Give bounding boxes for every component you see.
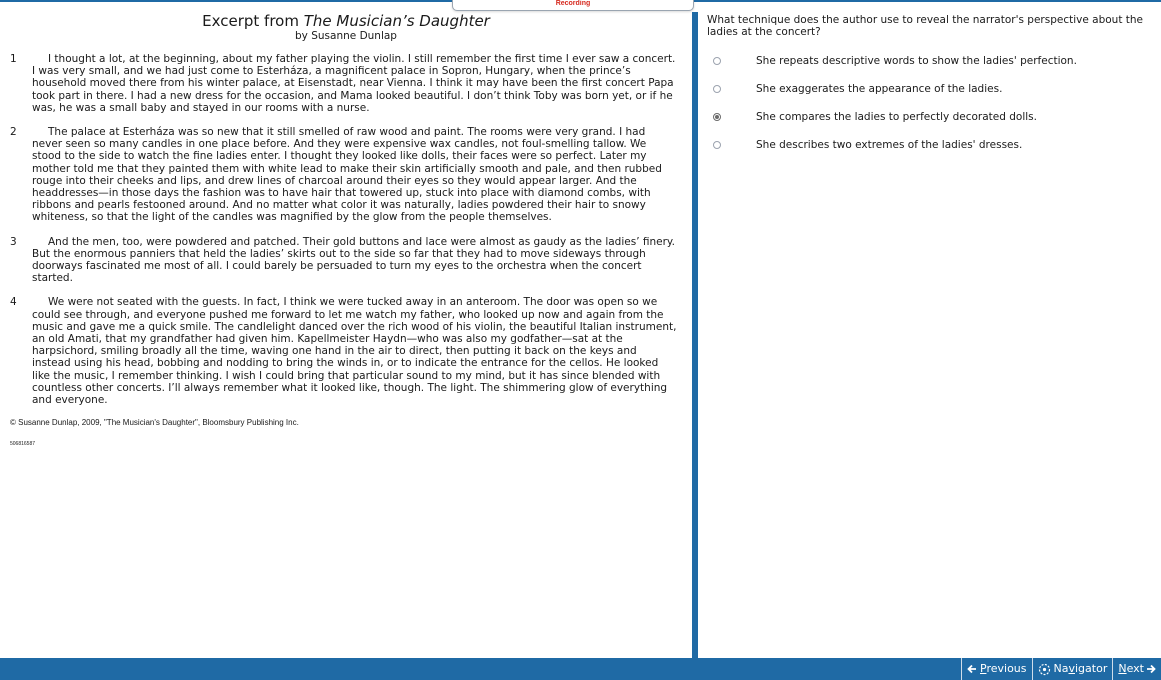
passage-title (10, 12, 682, 30)
label-part: ext (1126, 662, 1144, 675)
item-id: 506816587 (10, 441, 36, 448)
passage-panel (0, 12, 692, 656)
paragraph-number: 4 (10, 296, 17, 309)
option-label[interactable]: She compares the ladies to perfectly decorated dolls. (756, 111, 1037, 124)
paragraph-number: 3 (10, 235, 17, 248)
recording-label: Recording (555, 0, 591, 7)
navigator-label (1054, 658, 1108, 680)
previous-label (980, 658, 1027, 680)
passage-byline: by Susanne Dunlap (295, 30, 397, 42)
paragraph-text: I thought a lot, at the beginning, about my father playing the violin. I still remember the first time I ever saw a concert. I was very small, and we had just come to Esterháza, a magnificent palace in Sopron, Hungary, when the prince’s household moved there from his winter palace, at Eisenstadt, near Vienna. I think it may have been the first concert Papa took part in there. I had a new dress for the occasion, and Mama looked beautiful. I don’t think Toby was born yet, or if he was, he was a small baby and stayed in our rooms with a nurse. (32, 53, 676, 114)
radio-button[interactable] (713, 141, 721, 149)
navigator-button[interactable] (1032, 658, 1113, 680)
bottom-navigation-bar (0, 658, 1161, 680)
next-label (1118, 658, 1144, 680)
arrow-left-icon (967, 664, 977, 674)
radio-button-selected[interactable] (713, 113, 721, 121)
title-italic: The Musician’s Daughter (303, 12, 490, 30)
option-label[interactable]: She describes two extremes of the ladies' dresses. (756, 139, 1023, 152)
label-part: igator (1075, 662, 1108, 675)
previous-button[interactable] (961, 658, 1032, 680)
recording-indicator (452, 0, 694, 11)
copyright-notice: © Susanne Dunlap, 2009, "The Musician's Daughter", Bloomsbury Publishing Inc. (10, 418, 299, 428)
paragraph-text: And the men, too, were powdered and patched. Their gold buttons and lace were almost as gaudy as the ladies’ finery. But the enormous panniers that held the ladies’ skirts out to the side so far that they had to move sideways through doorways fascinated me most of all. I could barely be persuaded to turn my eyes to the orchestra when the concert started. (32, 235, 675, 285)
paragraph-text: The palace at Esterháza was so new that it still smelled of raw wood and paint. The rooms were very grand. I had never seen so many candles in one place before. And they were expensive wax candles, not foul-smelling tallow. We stood to the side to watch the fine ladies enter. I thought they looked like dolls, their faces were so perfect. Later my mother told me that they painted them with white lead to make their skin artificially smooth and pale, and then rubbed rouge into their cheeks and lips, and drew lines of charcoal around their eyes so they would appear larger. And the headdresses—in those days the fashion was to have hair that towered up, stuck into place with diamond combs, with ribbons and pearls festooned around. And no matter what color it was naturally, ladies powdered their hair to snowy whiteness, so that the light of the candles was magnified by the glow from the people themselves. (32, 126, 662, 224)
question-prompt: What technique does the author use to reveal the narrator's perspective about the ladies at the concert? (707, 14, 1144, 39)
label-part: revious (986, 662, 1027, 675)
label-accesskey: P (980, 662, 987, 675)
answer-option-b[interactable] (707, 75, 1151, 103)
label-part: Na (1053, 662, 1069, 675)
label-accesskey: N (1118, 662, 1127, 675)
answer-option-d[interactable] (707, 131, 1151, 159)
radio-button[interactable] (713, 57, 721, 65)
question-panel (698, 12, 1161, 656)
paragraph-3 (10, 236, 682, 285)
paragraph-4 (10, 296, 682, 406)
title-prefix: Excerpt from (202, 12, 304, 30)
paragraph-1 (10, 53, 682, 114)
next-button[interactable] (1112, 658, 1161, 680)
option-label[interactable]: She exaggerates the appearance of the ladies. (756, 83, 1003, 96)
answer-option-a[interactable] (707, 47, 1151, 75)
paragraph-2 (10, 126, 682, 224)
paragraph-number: 1 (10, 53, 17, 65)
radio-button[interactable] (713, 85, 721, 93)
navigator-icon (1038, 663, 1051, 676)
paragraph-number: 2 (10, 126, 17, 139)
label-accesskey: v (1068, 662, 1075, 675)
paragraph-text: We were not seated with the guests. In fact, I think we were tucked away in an anteroom. The door was open so we could see through, and everyone pushed me forward to let me watch my father, who looked up now and again from the music and gave me a quick smile. The candlelight danced over the rich wood of his violin, the beautiful Italian instrument, an old Amati, that my grandfather had given him. Kapellmeister Haydn—who was also my godfather—sat at the harpsichord, smiling broadly all the time, waving one hand in the air to direct, then putting it back on the keys and instead using his head, bobbing and nodding to bring the winds in, or to indicate the entrance for the cellos. He looked like the music, I remember thinking. I wish I could bring that particular sound to my mind, but it has since blended with countless other concerts. I’ll always remember what it looked like, though. The light. The shimmering glow of everything and everyone. (32, 296, 677, 407)
option-label[interactable]: She repeats descriptive words to show the ladies' perfection. (756, 55, 1077, 68)
answer-option-c[interactable] (707, 103, 1151, 131)
arrow-right-icon (1146, 664, 1156, 674)
nav-buttons (961, 658, 1161, 680)
